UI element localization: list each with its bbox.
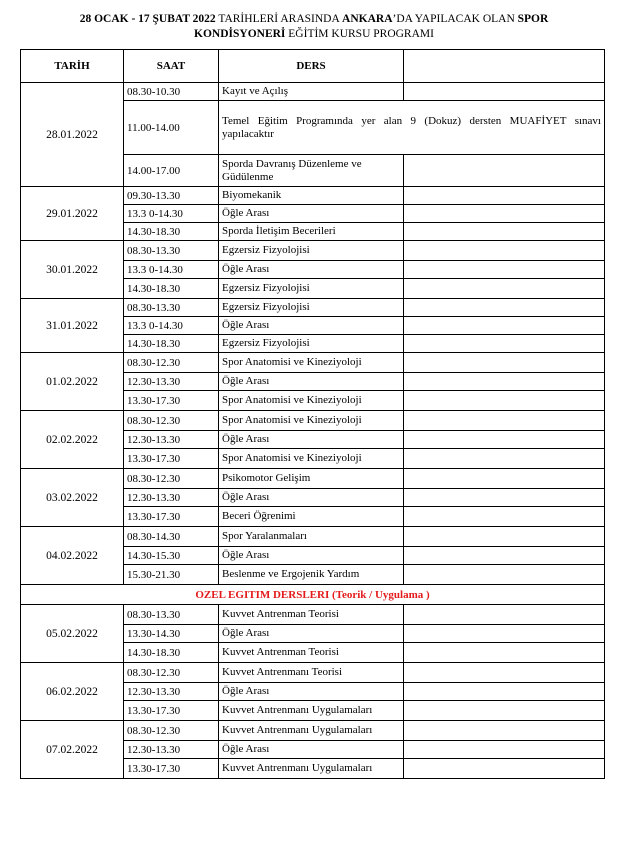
empty-cell [404,317,605,335]
document-title [20,12,608,42]
time-cell: 13.3 0-14.30 [124,261,219,279]
time-cell: 13.30-17.30 [124,449,219,469]
course-cell: Temel Eğitim Programında yer alan 9 (Dokuz) dersten MUAFİYET sınavı yapılacaktır [219,101,605,155]
time-cell: 08.30-12.30 [124,663,219,683]
table-row [21,411,605,431]
course-cell: Öğle Arası [219,741,404,759]
empty-cell [404,527,605,547]
empty-cell [404,759,605,779]
header-time: SAAT [124,50,219,83]
empty-cell [404,431,605,449]
empty-cell [404,373,605,391]
time-cell: 12.30-13.30 [124,741,219,759]
empty-cell [404,605,605,625]
time-cell: 11.00-14.00 [124,101,219,155]
date-cell: 30.01.2022 [21,241,124,299]
empty-cell [404,741,605,759]
title-city: ANKARA [342,13,393,25]
date-cell: 07.02.2022 [21,721,124,779]
time-cell: 13.30-14.30 [124,625,219,643]
time-cell: 14.30-18.30 [124,335,219,353]
time-cell: 13.30-17.30 [124,701,219,721]
course-cell: Egzersiz Fizyolojisi [219,335,404,353]
course-cell: Beslenme ve Ergojenik Yardım [219,565,404,585]
date-cell: 06.02.2022 [21,663,124,721]
course-cell: Kayıt ve Açılış [219,83,404,101]
course-cell: Spor Anatomisi ve Kineziyoloji [219,391,404,411]
table-row [21,187,605,205]
course-cell: Spor Anatomisi ve Kineziyoloji [219,353,404,373]
time-cell: 12.30-13.30 [124,489,219,507]
empty-cell [404,449,605,469]
time-cell: 14.30-15.30 [124,547,219,565]
course-cell: Kuvvet Antrenman Teorisi [219,605,404,625]
date-cell: 01.02.2022 [21,353,124,411]
course-cell: Spor Anatomisi ve Kineziyoloji [219,449,404,469]
course-cell: Öğle Arası [219,205,404,223]
empty-cell [404,547,605,565]
empty-cell [404,391,605,411]
course-cell: Psikomotor Gelişim [219,469,404,489]
empty-cell [404,721,605,741]
title-kondisyoneri: KONDİSYONERİ [194,28,286,40]
time-cell: 08.30-12.30 [124,721,219,741]
time-cell: 13.30-17.30 [124,507,219,527]
section-heading: OZEL EGITIM DERSLERI (Teorik / Uygulama ) [21,585,605,605]
empty-cell [404,353,605,373]
course-cell: Kuvvet Antrenman Teorisi [219,643,404,663]
schedule-table [20,49,605,779]
course-cell: Öğle Arası [219,683,404,701]
time-cell: 08.30-10.30 [124,83,219,101]
time-cell: 12.30-13.30 [124,431,219,449]
table-row [21,663,605,683]
table-row [21,299,605,317]
empty-cell [404,261,605,279]
course-cell: Kuvvet Antrenmanı Uygulamaları [219,701,404,721]
course-cell: Egzersiz Fizyolojisi [219,299,404,317]
time-cell: 15.30-21.30 [124,565,219,585]
time-cell: 13.3 0-14.30 [124,205,219,223]
empty-cell [404,335,605,353]
empty-cell [404,299,605,317]
time-cell: 08.30-13.30 [124,241,219,261]
header-empty [404,50,605,83]
empty-cell [404,279,605,299]
empty-cell [404,683,605,701]
time-cell: 13.30-17.30 [124,391,219,411]
course-cell: Beceri Öğrenimi [219,507,404,527]
header-date: TARİH [21,50,124,83]
table-row [21,721,605,741]
title-text-3: EĞİTİM KURSU PROGRAMI [285,28,434,40]
course-cell: Öğle Arası [219,373,404,391]
date-cell: 04.02.2022 [21,527,124,585]
time-cell: 14.00-17.00 [124,155,219,187]
course-cell: Öğle Arası [219,547,404,565]
empty-cell [404,507,605,527]
title-line-1 [20,12,608,27]
date-cell: 28.01.2022 [21,83,124,187]
date-cell: 02.02.2022 [21,411,124,469]
time-cell: 08.30-12.30 [124,353,219,373]
course-cell: Sporda Davranış Düzenleme ve Güdülenme [219,155,404,187]
empty-cell [404,469,605,489]
date-cell: 05.02.2022 [21,605,124,663]
time-cell: 13.30-17.30 [124,759,219,779]
course-cell: Sporda İletişim Becerileri [219,223,404,241]
date-cell: 03.02.2022 [21,469,124,527]
time-cell: 14.30-18.30 [124,279,219,299]
header-course: DERS [219,50,404,83]
empty-cell [404,223,605,241]
time-cell: 08.30-13.30 [124,605,219,625]
course-cell: Öğle Arası [219,625,404,643]
course-cell: Egzersiz Fizyolojisi [219,279,404,299]
empty-cell [404,187,605,205]
time-cell: 12.30-13.30 [124,683,219,701]
time-cell: 09.30-13.30 [124,187,219,205]
time-cell: 13.3 0-14.30 [124,317,219,335]
empty-cell [404,643,605,663]
course-cell: Öğle Arası [219,431,404,449]
table-row [21,527,605,547]
empty-cell [404,155,605,187]
time-cell: 14.30-18.30 [124,643,219,663]
date-cell: 29.01.2022 [21,187,124,241]
table-row [21,353,605,373]
time-cell: 08.30-14.30 [124,527,219,547]
empty-cell [404,411,605,431]
course-cell: Kuvvet Antrenmanı Uygulamaları [219,759,404,779]
date-cell: 31.01.2022 [21,299,124,353]
table-row [21,241,605,261]
section-row [21,585,605,605]
table-row [21,605,605,625]
empty-cell [404,241,605,261]
empty-cell [404,565,605,585]
title-line-2 [20,27,608,42]
time-cell: 14.30-18.30 [124,223,219,241]
empty-cell [404,663,605,683]
course-cell: Spor Anatomisi ve Kineziyoloji [219,411,404,431]
empty-cell [404,83,605,101]
course-cell: Öğle Arası [219,261,404,279]
course-cell: Egzersiz Fizyolojisi [219,241,404,261]
table-row [21,469,605,489]
course-cell: Spor Yaralanmaları [219,527,404,547]
header-row [21,50,605,83]
course-cell: Biyomekanik [219,187,404,205]
time-cell: 08.30-12.30 [124,469,219,489]
title-dates: 28 OCAK - 17 ŞUBAT 2022 [79,13,216,25]
empty-cell [404,625,605,643]
title-text-2: ’DA YAPILACAK OLAN [392,13,518,25]
course-cell: Öğle Arası [219,317,404,335]
time-cell: 12.30-13.30 [124,373,219,391]
empty-cell [404,205,605,223]
course-cell: Kuvvet Antrenmanı Uygulamaları [219,721,404,741]
course-cell: Kuvvet Antrenmanı Teorisi [219,663,404,683]
title-text-1: TARİHLERİ ARASINDA [215,13,343,25]
empty-cell [404,489,605,507]
time-cell: 08.30-13.30 [124,299,219,317]
time-cell: 08.30-12.30 [124,411,219,431]
empty-cell [404,701,605,721]
course-cell: Öğle Arası [219,489,404,507]
title-spor: SPOR [517,13,549,25]
table-row [21,83,605,101]
schedule-body [21,83,605,779]
